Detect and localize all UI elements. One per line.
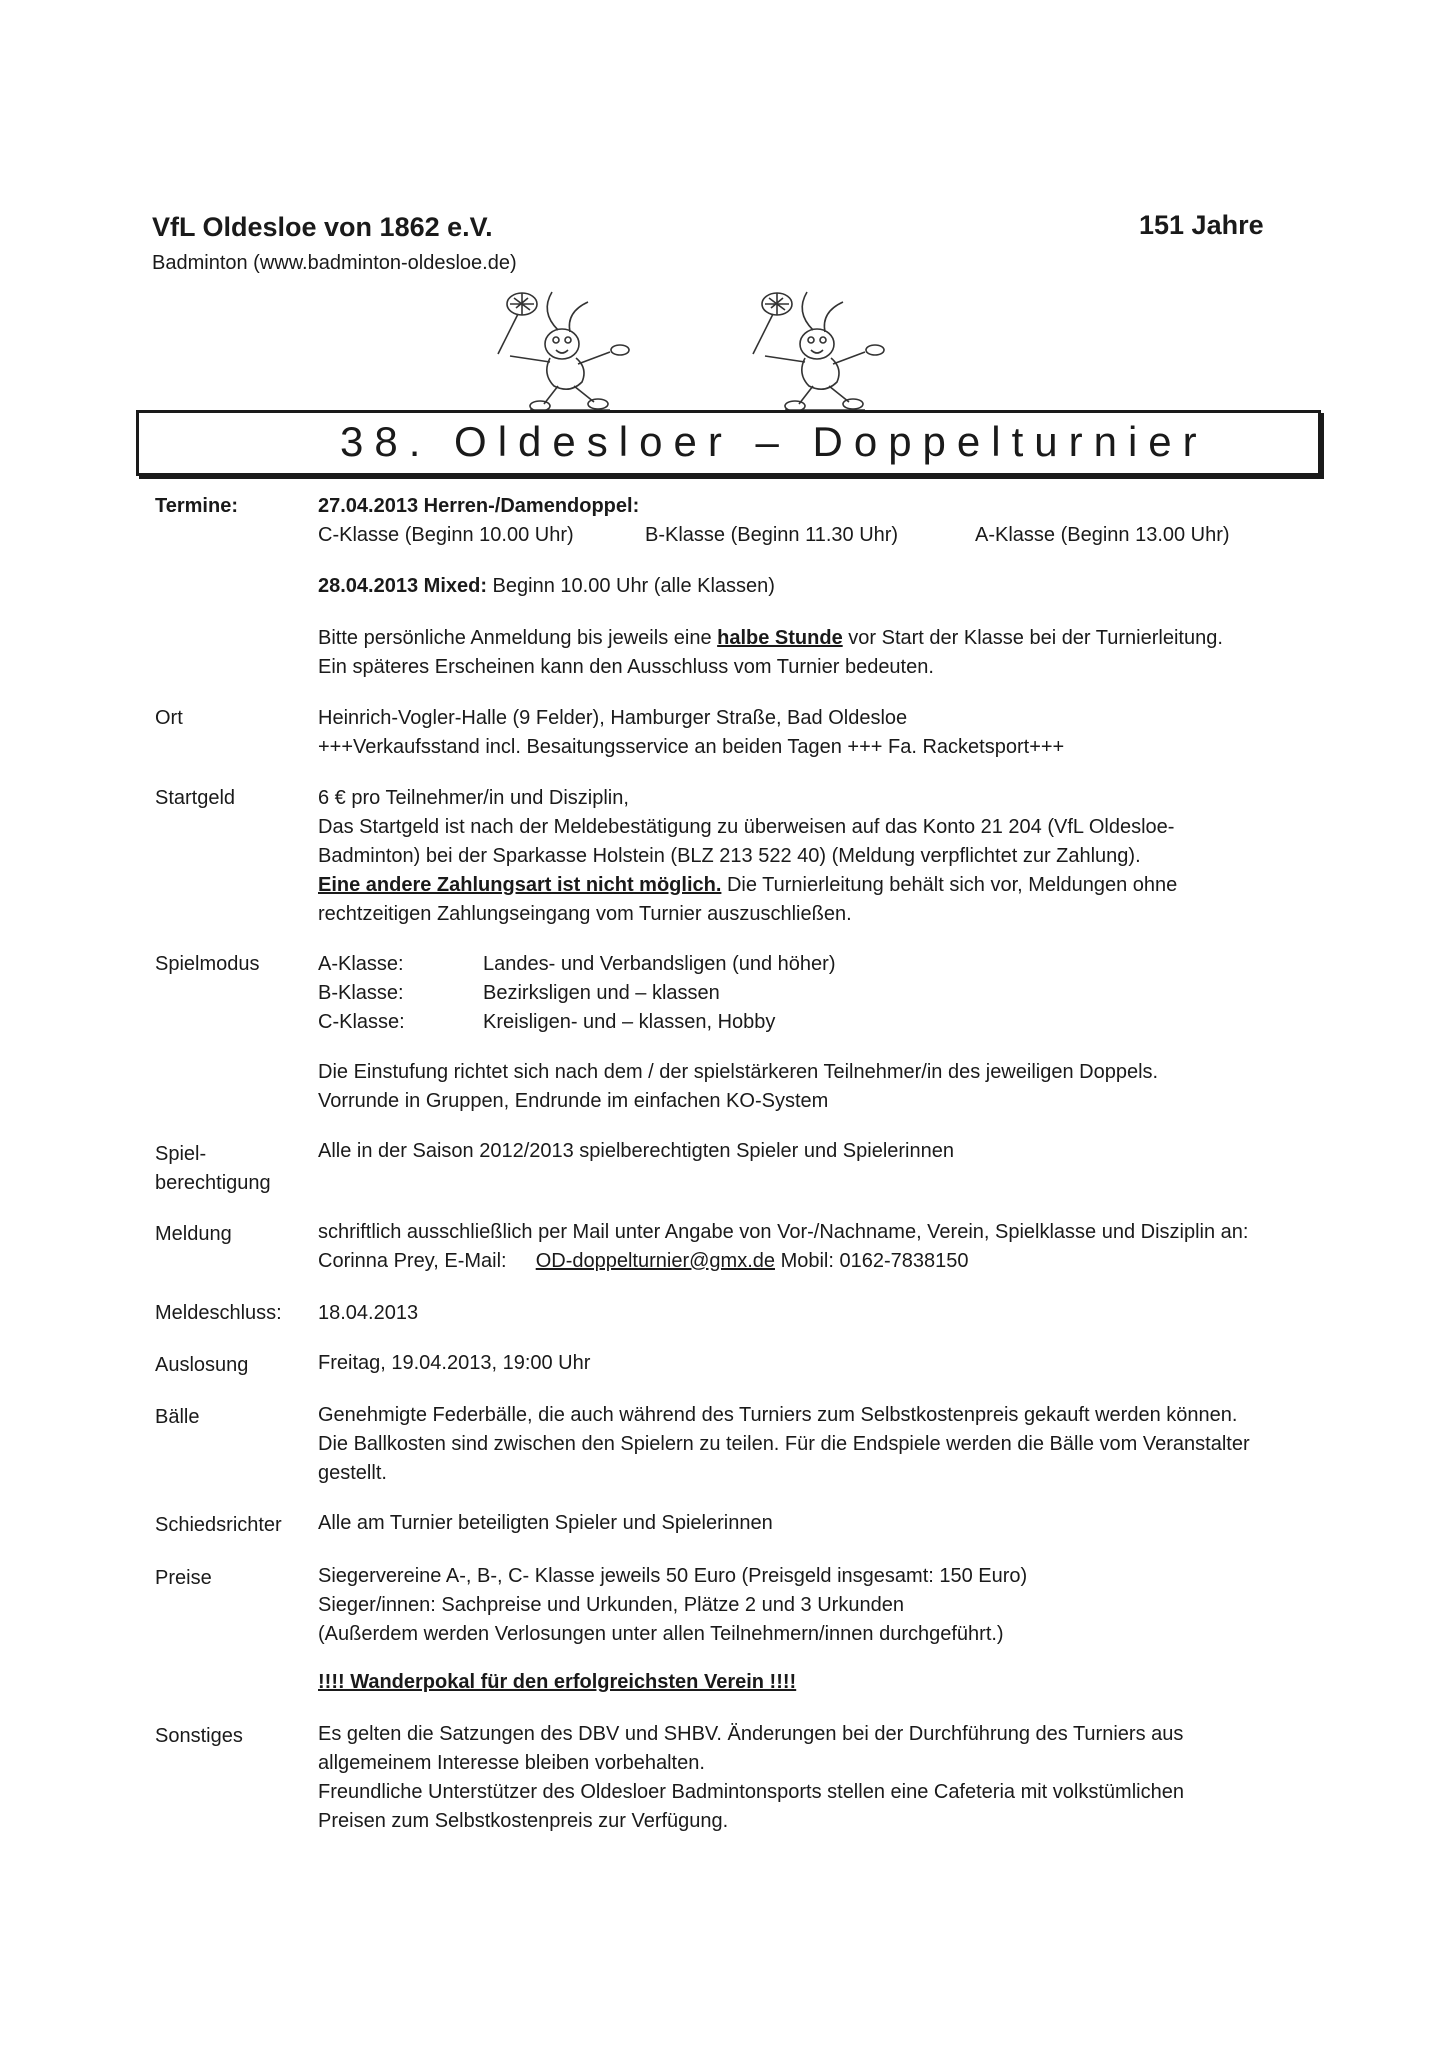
- sonstiges-line4: Preisen zum Selbstkostenpreis zur Verfügung.: [318, 1810, 729, 1832]
- startgeld-label: Startgeld: [155, 787, 236, 809]
- termine-note: [318, 624, 1223, 682]
- ort-content: [318, 704, 1064, 762]
- sonstiges-line1: Es gelten die Satzungen des DBV und SHBV. Änderungen bei der Durchführung des Turniers aus: [318, 1723, 1184, 1745]
- startgeld-line2: Das Startgeld ist nach der Meldebestätigung zu überweisen auf das Konto 21 204 (VfL Oldesloe-: [318, 816, 1175, 838]
- spielmodus-b-desc: Bezirksligen und – klassen: [483, 982, 720, 1004]
- preise-line1: Siegervereine A-, B-, C- Klasse jeweils 50 Euro (Preisgeld insgesamt: 150 Euro): [318, 1565, 1028, 1587]
- spielmodus-c-klasse: C-Klasse:: [318, 1011, 405, 1033]
- auslosung-label: Auslosung: [155, 1354, 249, 1376]
- baelle-line2: Die Ballkosten sind zwischen den Spielern zu teilen. Für die Endspiele werden die Bälle vom Veranstalter: [318, 1433, 1250, 1455]
- sonstiges-label: Sonstiges: [155, 1725, 243, 1747]
- badminton-rabbit-mascot-icon: [470, 282, 660, 412]
- anniversary-label: 151 Jahre: [1139, 210, 1264, 240]
- meldung-email-link[interactable]: OD-doppelturnier@gmx.de: [535, 1250, 775, 1272]
- spielmodus-note2: Vorrunde in Gruppen, Endrunde im einfachen KO-System: [318, 1090, 829, 1112]
- termine-note1-pre: Bitte persönliche Anmeldung bis jeweils eine: [318, 627, 718, 649]
- tournament-title: 38. Oldesloer – Doppelturnier: [340, 418, 1208, 465]
- badminton-rabbit-mascot-icon: [725, 282, 915, 412]
- baelle-content: [318, 1401, 1250, 1488]
- termine-day2-date: 28.04.2013 Mixed:: [318, 575, 487, 597]
- wanderpokal-highlight: !!!! Wanderpokal für den erfolgreichsten Verein !!!!: [318, 1671, 797, 1693]
- meldung-content: [318, 1218, 1248, 1276]
- spielmodus-a-desc: Landes- und Verbandsligen (und höher): [483, 953, 836, 975]
- spielmodus-note1: Die Einstufung richtet sich nach dem / der spielstärkeren Teilnehmer/in des jeweiligen Doppels.: [318, 1061, 1159, 1083]
- preise-label: Preise: [155, 1567, 212, 1589]
- berechtigung-label-line2: berechtigung: [155, 1172, 271, 1194]
- meldung-line1: schriftlich ausschließlich per Mail unter Angabe von Vor-/Nachname, Verein, Spielklasse und Disziplin an:: [318, 1221, 1249, 1243]
- spielmodus-label: Spielmodus: [155, 953, 260, 975]
- startgeld-line3: Badminton) bei der Sparkasse Holstein (BLZ 213 522 40) (Meldung verpflichtet zur Zahlung).: [318, 845, 1141, 867]
- meldung-mobile: Mobil: 0162-7838150: [780, 1250, 969, 1272]
- termine-day2: [318, 572, 775, 601]
- termine-note2: Ein späteres Erscheinen kann den Ausschluss vom Turnier bedeuten.: [318, 656, 934, 678]
- preise-line2: Sieger/innen: Sachpreise und Urkunden, Plätze 2 und 3 Urkunden: [318, 1594, 904, 1616]
- termine-label: Termine:: [155, 495, 238, 517]
- org-name: VfL Oldesloe von 1862 e.V.: [152, 212, 493, 242]
- baelle-label: Bälle: [155, 1406, 200, 1428]
- spielmodus-a-klasse: A-Klasse:: [318, 953, 404, 975]
- spielmodus-b-klasse: B-Klasse:: [318, 982, 404, 1004]
- spielmodus-c-desc: Kreisligen- und – klassen, Hobby: [483, 1011, 776, 1033]
- meldung-label: Meldung: [155, 1223, 232, 1245]
- termine-c-klasse: C-Klasse (Beginn 10.00 Uhr): [318, 524, 574, 546]
- meldung-contact: Corinna Prey, E-Mail:: [318, 1250, 507, 1272]
- spielmodus-notes: [318, 1058, 1158, 1116]
- ort-line2: +++Verkaufsstand incl. Besaitungsservice an beiden Tagen +++ Fa. Racketsport+++: [318, 736, 1065, 758]
- schiedsrichter-label: Schiedsrichter: [155, 1514, 282, 1536]
- sonstiges-line3: Freundliche Unterstützer des Oldesloer Badmintonsports stellen eine Cafeteria mit volkstümlichen: [318, 1781, 1184, 1803]
- startgeld-content: [318, 784, 1177, 929]
- schiedsrichter-text: Alle am Turnier beteiligten Spieler und Spielerinnen: [318, 1512, 773, 1534]
- org-subtitle: Badminton (www.badminton-oldesloe.de): [152, 252, 517, 274]
- termine-b-klasse: B-Klasse (Beginn 11.30 Uhr): [645, 524, 899, 546]
- termine-day2-text: Beginn 10.00 Uhr (alle Klassen): [487, 575, 775, 597]
- baelle-line1: Genehmigte Federbälle, die auch während des Turniers zum Selbstkostenpreis gekauft werden können.: [318, 1404, 1238, 1426]
- termine-a-klasse: A-Klasse (Beginn 13.00 Uhr): [975, 524, 1230, 546]
- sonstiges-content: [318, 1720, 1184, 1836]
- preise-content: [318, 1562, 1027, 1649]
- meldeschluss-date: 18.04.2013: [318, 1302, 419, 1324]
- baelle-line3: gestellt.: [318, 1462, 387, 1484]
- ort-line1: Heinrich-Vogler-Halle (9 Felder), Hamburger Straße, Bad Oldesloe: [318, 707, 908, 729]
- termine-day1: [318, 492, 639, 521]
- startgeld-line5: rechtzeitigen Zahlungseingang vom Turnier auszuschließen.: [318, 903, 852, 925]
- berechtigung-text: Alle in der Saison 2012/2013 spielberechtigten Spieler und Spielerinnen: [318, 1140, 954, 1162]
- termine-note1-emphasis: halbe Stunde: [717, 627, 843, 649]
- startgeld-line4-text: Die Turnierleitung behält sich vor, Meldungen ohne: [721, 874, 1178, 896]
- preise-highlight-row: [318, 1668, 796, 1697]
- ort-label: Ort: [155, 707, 183, 729]
- berechtigung-label-line1: Spiel-: [155, 1143, 207, 1165]
- auslosung-date: Freitag, 19.04.2013, 19:00 Uhr: [318, 1352, 591, 1374]
- sonstiges-line2: allgemeinem Interesse bleiben vorbehalten.: [318, 1752, 705, 1774]
- preise-line3: (Außerdem werden Verlosungen unter allen Teilnehmern/innen durchgeführt.): [318, 1623, 1004, 1645]
- startgeld-line4-emphasis: Eine andere Zahlungsart ist nicht möglich.: [318, 874, 722, 896]
- meldeschluss-label: Meldeschluss:: [155, 1302, 282, 1324]
- startgeld-line1: 6 € pro Teilnehmer/in und Disziplin,: [318, 787, 629, 809]
- termine-day1-date: 27.04.2013 Herren-/Damendoppel:: [318, 495, 640, 517]
- berechtigung-label: [155, 1140, 271, 1198]
- termine-note1-post: vor Start der Klasse bei der Turnierleitung.: [842, 627, 1223, 649]
